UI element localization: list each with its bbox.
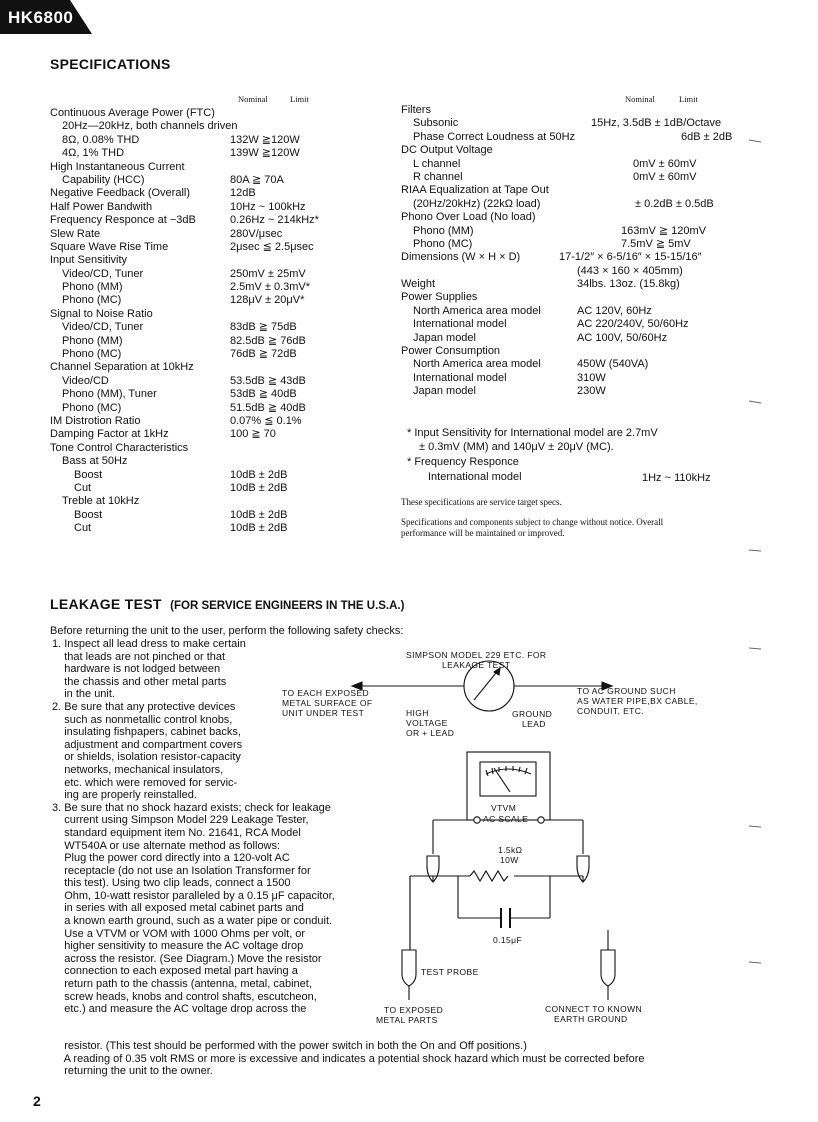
- spec-value: 82.5dB ≧ 76dB: [230, 334, 306, 347]
- spec-label: 20Hz—20kHz, both channels driven: [62, 120, 238, 133]
- spec-value: 10dB ± 2dB: [230, 481, 288, 494]
- spec-value: 15Hz, 3.5dB ± 1dB/Octave: [591, 117, 722, 130]
- spec-value: 6dB ± 2dB: [681, 130, 733, 143]
- model-label: HK6800: [8, 8, 74, 27]
- right-col-header-nominal: Nominal: [625, 94, 655, 104]
- diagram-resistor-watt: 10W: [500, 855, 519, 865]
- spec-label: High Instantaneous Current: [50, 160, 185, 173]
- spec-value: AC 100V, 50/60Hz: [577, 331, 668, 344]
- spec-value: 51.5dB ≧ 40dB: [230, 401, 306, 414]
- spec-label: Signal to Noise Ratio: [50, 307, 153, 320]
- diagram-left-2: METAL SURFACE OF: [282, 698, 373, 708]
- note-change-2: performance will be maintained or improved.: [401, 528, 565, 538]
- spec-label: Weight: [401, 278, 436, 291]
- spec-label: Japan model: [413, 331, 476, 344]
- diagram-left-3: UNIT UNDER TEST: [282, 708, 365, 718]
- spec-label: Phono (MC): [413, 237, 473, 250]
- text-line: the chassis and other metal parts: [52, 675, 227, 688]
- spec-label: RIAA Equalization at Tape Out: [401, 184, 549, 197]
- spec-value: 80A ≧ 70A: [230, 173, 284, 186]
- diagram-hv-1: HIGH: [406, 708, 429, 718]
- spec-value: 10dB ± 2dB: [230, 468, 288, 481]
- spec-label: Tone Control Characteristics: [50, 441, 189, 454]
- diagram-simpson-1: SIMPSON MODEL 229 ETC. FOR: [406, 650, 547, 660]
- text-line: connection to each exposed metal part having a: [52, 965, 298, 978]
- note-change-1: Specifications and components subject to change without notice. Overall: [401, 517, 664, 527]
- spec-value: 230W: [577, 385, 606, 398]
- text-line: in series with all exposed metal cabinet parts and: [52, 902, 304, 915]
- diagram-capacitor-value: 0.15μF: [493, 935, 523, 945]
- spec-label: Dimensions (W × H × D): [401, 251, 521, 264]
- spec-value: 17-1/2″ × 6-5/16″ × 15-15/16″: [559, 251, 702, 264]
- spec-value: (443 × 160 × 405mm): [577, 264, 683, 277]
- spec-label: 4Ω, 1% THD: [62, 147, 125, 160]
- spec-label: Slew Rate: [50, 227, 101, 240]
- text-line: A reading of 0.35 volt RMS or more is excessive and indicates a potential shock hazard which must be corrected before: [52, 1052, 645, 1065]
- diagram-simpson-2: LEAKAGE TEST: [442, 660, 511, 670]
- spec-label: Square Wave Rise Time: [50, 240, 169, 253]
- spec-label: Continuous Average Power (FTC): [50, 107, 215, 119]
- footnote-frequency-title: * Frequency Responce: [407, 456, 519, 468]
- spec-label: Frequency Responce at −3dB: [50, 214, 196, 227]
- spec-value: 2μsec ≦ 2.5μsec: [230, 240, 314, 253]
- spec-label: Input Sensitivity: [50, 254, 128, 267]
- spec-label: Video/CD, Tuner: [62, 321, 144, 334]
- spec-value: 280V/μsec: [230, 227, 283, 240]
- spec-value: 53dB ≧ 40dB: [230, 388, 297, 401]
- spec-label: Subsonic: [413, 117, 459, 130]
- text-line: etc.) and measure the AC voltage drop across the: [52, 1003, 307, 1016]
- left-col-header-nominal: Nominal: [238, 94, 268, 104]
- diagram-resistor-value: 1.5kΩ: [498, 845, 523, 855]
- diagram-vtvm-1: VTVM: [491, 803, 517, 813]
- spec-label: Phase Correct Loudness at 50Hz: [413, 130, 576, 143]
- specifications-title: SPECIFICATIONS: [50, 56, 171, 72]
- diagram-right-1: TO AC GROUND SUCH: [577, 686, 676, 696]
- spec-value: 10dB ± 2dB: [230, 522, 288, 535]
- text-line: Ohm, 10-watt resistor paralleled by a 0.15 μF capacitor,: [52, 889, 335, 902]
- leakage-intro: Before returning the unit to the user, perform the following safety checks:: [50, 625, 404, 637]
- text-line: ing are properly reinstalled.: [52, 789, 197, 802]
- spec-value: 2.5mV ± 0.3mV*: [230, 281, 311, 294]
- spec-value: AC 120V, 60Hz: [577, 304, 652, 317]
- text-line: 3. Be sure that no shock hazard exists; check for leakage: [52, 801, 331, 814]
- spec-value: 100 ≧ 70: [230, 428, 276, 441]
- text-line: resistor. (This test should be performed with the power switch in both the On and Off positions.): [52, 1040, 527, 1052]
- spec-label: Damping Factor at 1kHz: [50, 428, 169, 441]
- spec-label: International model: [413, 371, 507, 384]
- spec-value: AC 220/240V, 50/60Hz: [577, 318, 689, 331]
- page-number: 2: [33, 1093, 41, 1109]
- text-line: or shields, isolation resistor-capacity: [52, 751, 241, 764]
- footnote-frequency-value: 1Hz ~ 110kHz: [642, 472, 711, 484]
- spec-label: DC Output Voltage: [401, 144, 493, 157]
- spec-value: 10Hz ~ 100kHz: [230, 200, 306, 213]
- spec-label: Capability (HCC): [62, 173, 145, 186]
- text-line: such as nonmetallic control knobs,: [52, 713, 233, 726]
- spec-label: Treble at 10kHz: [62, 495, 140, 508]
- spec-label: Phono (MM): [413, 224, 474, 237]
- diagram-right-2: AS WATER PIPE,BX CABLE,: [577, 696, 698, 706]
- spec-value: 53.5dB ≧ 43dB: [230, 374, 306, 387]
- text-line: this test). Using two clip leads, connect a 1500: [52, 877, 291, 890]
- footnote-input-sensitivity-1: * Input Sensitivity for International model are 2.7mV: [407, 427, 658, 439]
- text-line: current using Simpson Model 229 Leakage Tester,: [52, 814, 309, 827]
- text-line: higher sensitivity to measure the AC voltage drop: [52, 940, 304, 953]
- spec-value: 128μV ± 20μV*: [230, 294, 305, 307]
- spec-value: 250mV ± 25mV: [230, 267, 306, 280]
- spec-label: Bass at 50Hz: [62, 455, 128, 468]
- spec-label: Phono Over Load (No load): [401, 211, 536, 224]
- spec-label: North America area model: [413, 358, 541, 371]
- diagram-right-3: CONDUIT, ETC.: [577, 706, 645, 716]
- note-service-target: These specifications are service target specs.: [401, 497, 562, 507]
- text-line: receptacle (do not use an Isolation Transformer for: [52, 864, 311, 877]
- spec-label: International model: [413, 318, 507, 331]
- text-line: Plug the power cord directly into a 120-volt AC: [52, 852, 290, 865]
- spec-label: L channel: [413, 157, 461, 170]
- spec-value: 0mV ± 60mV: [633, 157, 697, 170]
- spec-value: 12dB: [230, 187, 256, 200]
- spec-value: 0.07% ≦ 0.1%: [230, 414, 302, 427]
- diagram-vtvm-2: AC SCALE: [483, 814, 529, 824]
- spec-label: Power Consumption: [401, 345, 501, 358]
- spec-label: Boost: [74, 508, 103, 521]
- diagram-exposed-2: METAL PARTS: [376, 1015, 438, 1025]
- spec-label: Cut: [74, 481, 92, 494]
- spec-label: IM Distrotion Ratio: [50, 414, 141, 427]
- text-line: WT540A or use alternate method as follows:: [52, 839, 281, 852]
- leakage-subtitle: (FOR SERVICE ENGINEERS IN THE U.S.A.): [170, 600, 405, 612]
- text-line: across the resistor. (See Diagram.) Move the resistor: [52, 952, 322, 965]
- right-col-header-limit: Limit: [679, 94, 698, 104]
- diagram-ground-2: LEAD: [522, 719, 546, 729]
- text-line: return path to the chassis (antenna, metal, cabinet,: [52, 978, 312, 991]
- text-line: Use a VTVM or VOM with 1000 Ohms per volt, or: [52, 927, 306, 940]
- spec-label: Cut: [74, 522, 92, 535]
- diagram-hv-2: VOLTAGE: [406, 718, 448, 728]
- spec-label: (20Hz/20kHz) (22kΩ load): [413, 197, 541, 210]
- spec-value: 139W ≧120W: [230, 147, 300, 160]
- leakage-title: LEAKAGE TEST: [50, 596, 162, 612]
- spec-value: 10dB ± 2dB: [230, 508, 288, 521]
- left-col-header-limit: Limit: [290, 94, 309, 104]
- text-line: that leads are not pinched or that: [52, 650, 226, 663]
- spec-label: Phono (MC): [62, 294, 122, 307]
- spec-value: 163mV ≧ 120mV: [621, 224, 707, 237]
- spec-value: 34lbs. 13oz. (15.8kg): [577, 278, 680, 291]
- spec-label: Phono (MC): [62, 348, 122, 361]
- spec-value: 7.5mV ≧ 5mV: [621, 237, 691, 250]
- text-line: adjustment and compartment covers: [52, 738, 243, 751]
- spec-value: 83dB ≧ 75dB: [230, 321, 297, 334]
- spec-label: Phono (MM): [62, 334, 123, 347]
- spec-label: Half Power Bandwith: [50, 200, 153, 213]
- spec-value: 76dB ≧ 72dB: [230, 348, 297, 361]
- spec-label: R channel: [413, 170, 463, 183]
- diagram-left-1: TO EACH EXPOSED: [282, 688, 370, 698]
- diagram-ground-1: GROUND: [512, 709, 553, 719]
- spec-value: 310W: [577, 371, 606, 384]
- spec-label: Filters: [401, 104, 431, 116]
- spec-label: North America area model: [413, 304, 541, 317]
- spec-label: Video/CD, Tuner: [62, 267, 144, 280]
- spec-value: 0mV ± 60mV: [633, 170, 697, 183]
- spec-label: Power Supplies: [401, 291, 478, 304]
- spec-label: Channel Separation at 10kHz: [50, 361, 194, 374]
- spec-label: Negative Feedback (Overall): [50, 187, 191, 200]
- diagram-test-probe: TEST PROBE: [421, 967, 479, 977]
- spec-label: Video/CD: [62, 374, 109, 387]
- text-line: a known earth ground, such as a water pipe or conduit.: [52, 915, 333, 928]
- text-line: returning the unit to the owner.: [52, 1065, 213, 1078]
- text-line: networks, mechanical insulators,: [52, 763, 224, 776]
- spec-label: Phono (MC): [62, 401, 122, 414]
- spec-value: 0.26Hz ~ 214kHz*: [230, 214, 319, 227]
- text-line: standard equipment item No. 21641, RCA Model: [52, 826, 301, 839]
- text-line: screw heads, knobs and control shafts, escutcheon,: [52, 990, 317, 1003]
- footnote-input-sensitivity-2: ± 0.3mV (MM) and 140μV ± 20μV (MC).: [419, 441, 614, 453]
- spec-label: 8Ω, 0.08% THD: [62, 133, 140, 146]
- spec-value: ± 0.2dB ± 0.5dB: [635, 197, 714, 210]
- spec-label: Japan model: [413, 385, 476, 398]
- spec-value: 450W (540VA): [577, 358, 649, 371]
- diagram-hv-3: OR + LEAD: [406, 728, 455, 738]
- text-line: insulating fishpapers, cabinet backs,: [52, 726, 241, 739]
- spec-value: 132W ≧120W: [230, 133, 300, 146]
- spec-label: Phono (MM), Tuner: [62, 388, 157, 401]
- text-line: 2. Be sure that any protective devices: [52, 700, 236, 713]
- spec-label: Phono (MM): [62, 281, 123, 294]
- text-line: etc. which were removed for servic-: [52, 776, 238, 789]
- diagram-earth-2: EARTH GROUND: [554, 1014, 628, 1024]
- footnote-frequency-label: International model: [428, 471, 522, 483]
- text-line: hardware is not lodged between: [52, 663, 221, 676]
- text-line: in the unit.: [52, 688, 115, 701]
- diagram-exposed-1: TO EXPOSED: [384, 1005, 444, 1015]
- text-line: 1. Inspect all lead dress to make certain: [52, 638, 246, 650]
- diagram-earth-1: CONNECT TO KNOWN: [545, 1004, 643, 1014]
- spec-label: Boost: [74, 468, 103, 481]
